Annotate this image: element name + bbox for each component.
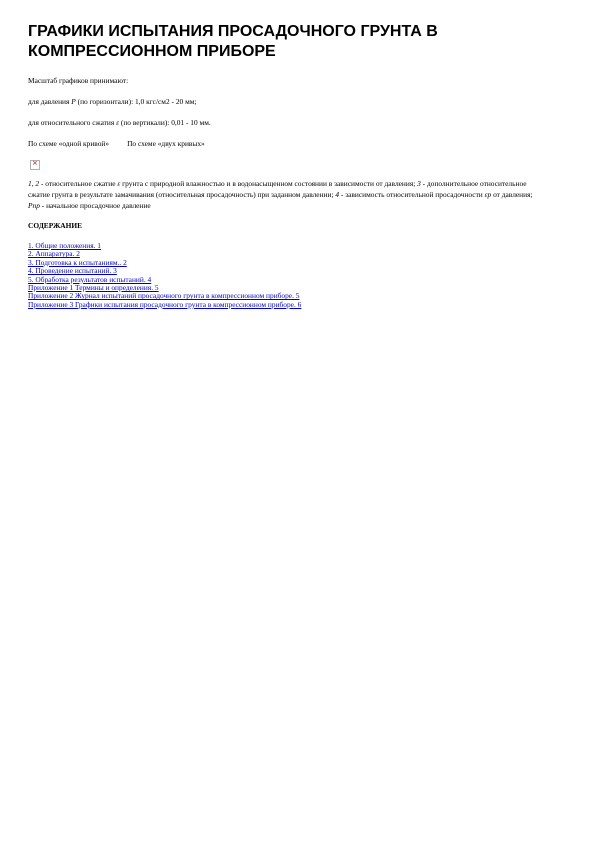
- strain-symbol: ε: [116, 118, 120, 127]
- scale-pressure-line: [28, 97, 568, 106]
- broken-image-icon: ×: [32, 159, 38, 167]
- caption-text-6: - начальное просадочное давление: [39, 201, 151, 210]
- toc-link-preparation[interactable]: 3. Подготовка к испытаниям.. 2: [28, 257, 127, 267]
- page-title: ГРАФИКИ ИСПЫТАНИЯ ПРОСАДОЧНОГО ГРУНТА В КОМПРЕССИОННОМ ПРИБОРЕ: [28, 23, 438, 60]
- toc-link-appendix-1[interactable]: Приложение 1 Термины и определения. 5: [28, 283, 159, 293]
- scheme-one-curve-label: По схеме «одной кривой»: [28, 139, 110, 148]
- document-page: [28, 22, 568, 309]
- toc-link-processing[interactable]: 5. Обработка результатов испытаний. 4: [28, 274, 152, 284]
- scale-strain-line: [28, 118, 568, 127]
- caption-curve-3: 3: [417, 179, 421, 188]
- caption-epsilon: ε: [117, 179, 121, 188]
- toc-link-testing[interactable]: 4. Проведение испытаний. 3: [28, 266, 117, 276]
- caption-text-1: - относительное сжатие: [39, 179, 118, 188]
- toc-heading: СОДЕРЖАНИЕ: [28, 221, 83, 230]
- caption-epsilon-p: εр: [484, 190, 492, 199]
- scale-pressure-suffix: (по горизонтали): 1,0 кгс/см2 - 20 мм;: [75, 97, 197, 106]
- caption-curve-1-2: 1, 2: [28, 179, 40, 188]
- scale-strain-prefix: для относительного сжатия: [28, 118, 117, 127]
- scheme-labels: [28, 139, 568, 148]
- toc-link-general[interactable]: 1. Общие положения. 1: [28, 241, 102, 250]
- caption-text-3: - дополнительное относительное сжатие грунта в результате замачивания (относительная просадочность) при заданном давлении;: [28, 179, 527, 199]
- caption-text-2: грунта с природной влажностью и в водонасыщенном состоянии в зависимости от давления;: [120, 179, 418, 188]
- toc-link-appendix-2[interactable]: Приложение 2 Журнал испытаний просадочного грунта в компрессионном приборе. 5: [28, 291, 300, 301]
- broken-image-placeholder: [30, 160, 40, 170]
- figure-caption: [28, 178, 546, 211]
- toc-link-appendix-3[interactable]: Приложение 3 Графики испытания просадочного грунта в компрессионном приборе. 6: [28, 299, 302, 309]
- caption-curve-4: 4: [335, 190, 340, 199]
- scale-pressure-prefix: для давления: [28, 97, 72, 106]
- toc-item: [28, 301, 568, 309]
- toc-link-equipment[interactable]: 2. Аппаратура. 2: [28, 249, 80, 259]
- caption-text-5: от давления;: [491, 190, 533, 199]
- caption-text-4: - зависимость относительной просадочности: [339, 190, 485, 199]
- toc-item: [28, 242, 568, 250]
- scheme-two-curves-label: По схеме «двух кривых»: [127, 139, 205, 148]
- scale-intro: Масштаб графиков принимают:: [28, 76, 129, 85]
- caption-p-pr: Pпр: [28, 201, 40, 210]
- table-of-contents: [28, 242, 568, 309]
- scale-strain-suffix: (по вертикали): 0,01 - 10 мм.: [119, 118, 211, 127]
- pressure-symbol: P: [71, 97, 76, 106]
